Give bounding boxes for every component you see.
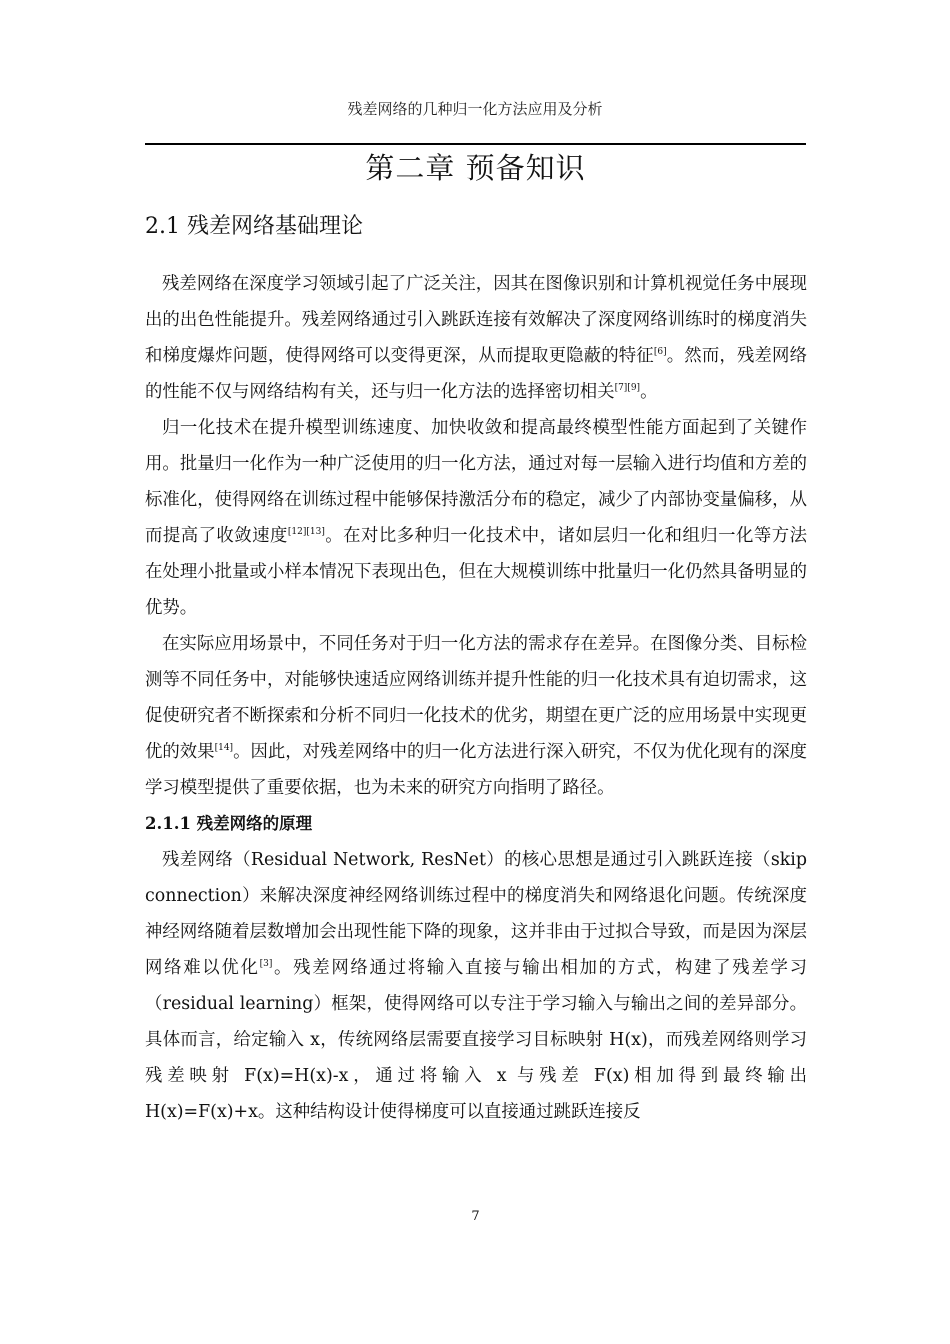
paragraph xyxy=(145,266,807,410)
paragraph-text: 。在对比多种归一化技术中，诸如层归一化和组归一化等方法在处理小批量或小样本情况下表现出色，但在大规模训练中批量归一化仍然具备明显的优势。 xyxy=(145,526,807,618)
section-title: 2.1 残差网络基础理论 xyxy=(145,214,363,239)
subsection-title: 2.1.1 残差网络的原理 xyxy=(145,814,313,833)
paragraph-text: 残差网络在深度学习领域引起了广泛关注，因其在图像识别和计算机视觉任务中展现出的出色性能提升。残差网络通过引入跳跃连接有效解决了深度网络训练时的梯度消失和梯度爆炸问题，使得网络可以变得更深，从而提取更隐蔽的特征 xyxy=(145,274,807,366)
paragraph xyxy=(145,842,807,1130)
citation: [12][13] xyxy=(287,527,325,537)
paragraph-text: 在实际应用场景中，不同任务对于归一化方法的需求存在差异。在图像分类、目标检测等不同任务中，对能够快速适应网络训练并提升性能的归一化技术具有迫切需求，这促使研究者不断探索和分析不同归一化技术的优劣，期望在更广泛的应用场景中实现更优的效果 xyxy=(145,634,807,762)
citation: [6] xyxy=(653,347,667,357)
citation: [14] xyxy=(214,743,234,753)
citation: [7][9] xyxy=(614,383,641,393)
paragraph xyxy=(145,626,807,806)
paragraph-text: 。 xyxy=(640,382,658,402)
paragraph-text: 归一化技术在提升模型训练速度、加快收敛和提高最终模型性能方面起到了关键作用。批量归一化作为一种广泛使用的归一化方法，通过对每一层输入进行均值和方差的标准化，使得网络在训练过程中能够保持激活分布的稳定，减少了内部协变量偏移，从而提高了收敛速度 xyxy=(145,418,807,546)
paragraph xyxy=(145,410,807,626)
paragraph-text: 。因此，对残差网络中的归一化方法进行深入研究，不仅为优化现有的深度学习模型提供了重要依据，也为未来的研究方向指明了路径。 xyxy=(145,742,807,798)
body-text xyxy=(145,266,807,1130)
citation: [3] xyxy=(259,959,273,969)
paragraph-text: 残差网络（Residual Network, ResNet）的核心思想是通过引入跳跃连接（skip connection）来解决深度神经网络训练过程中的梯度消失和网络退化问题。传统深度神经网络随着层数增加会出现性能下降的现象，这并非由于过拟合导致，而是因为深层网络难以优化 xyxy=(145,850,807,978)
page-number: 7 xyxy=(471,1209,480,1224)
paragraph-text: 。残差网络通过将输入直接与输出相加的方式，构建了残差学习（residual learning）框架，使得网络可以专注于学习输入与输出之间的差异部分。具体而言，给定输入 x，传统网络层需要直接学习目标映射 H(x)，而残差网络则学习残差映射 F(x)=H(x)-x，通过将输入 x 与残差 F(x)相加得到最终输出 H(x)=F(x)+x。这种结构设计使得梯度可以直接通过跳跃连接反 xyxy=(145,958,807,1122)
paragraph-text: 。然而，残差网络的性能不仅与网络结构有关，还与归一化方法的选择密切相关 xyxy=(145,346,807,402)
chapter-title: 第二章 预备知识 xyxy=(365,151,586,185)
header-rule xyxy=(145,143,806,145)
running-header: 残差网络的几种归一化方法应用及分析 xyxy=(347,100,603,118)
